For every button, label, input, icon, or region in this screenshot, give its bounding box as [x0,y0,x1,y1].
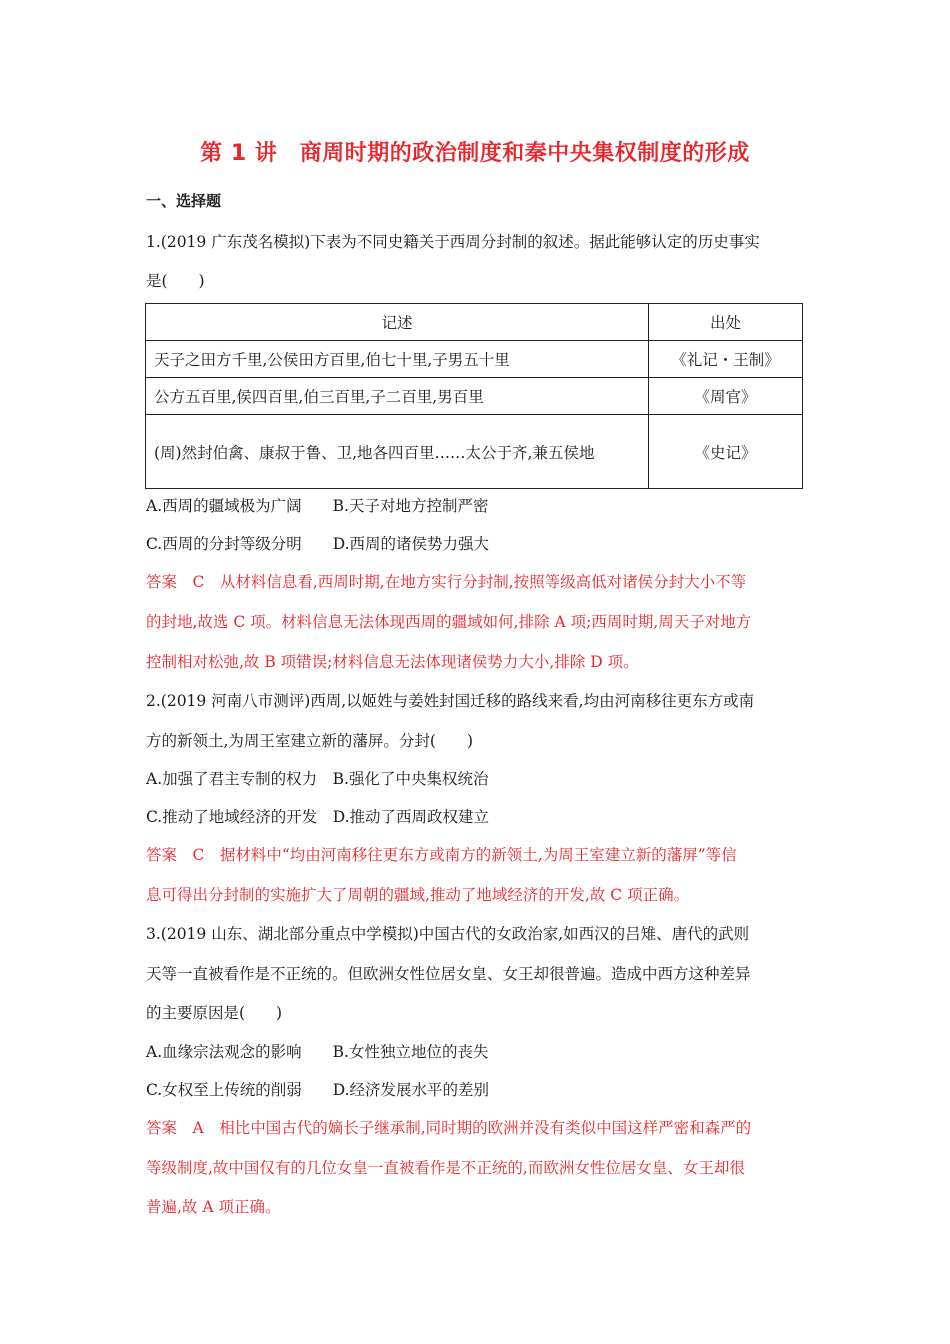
table-header-source: 出处 [649,304,803,341]
question-1-options-line-1: A.西周的疆域极为广阔 B.天子对地方控制严密 [146,497,489,515]
table-cell-record: 公方五百里,侯四百里,伯三百里,子二百里,男百里 [146,378,649,415]
section-heading: 一、选择题 [146,192,222,210]
table-cell-source: 《礼记・王制》 [649,341,803,378]
question-2-answer-line-2: 息可得出分封制的实施扩大了周朝的疆域,推动了地域经济的开发,故 C 项正确。 [146,886,690,904]
question-1-answer-line-3: 控制相对松弛,故 B 项错误;材料信息无法体现诸侯势力大小,排除 D 项。 [146,653,639,671]
lesson-title: 第 1 讲 商周时期的政治制度和秦中央集权制度的形成 [200,141,750,166]
table-cell-record: 天子之田方千里,公侯田方百里,伯七十里,子男五十里 [146,341,649,378]
table-header-record: 记述 [146,304,649,341]
table-row [146,378,803,415]
question-3-options-line-1: A.血缘宗法观念的影响 B.女性独立地位的丧失 [146,1043,489,1061]
table-row [146,341,803,378]
question-1-table [145,303,803,489]
question-3-options-line-2: C.女权至上传统的削弱 D.经济发展水平的差别 [146,1081,490,1099]
question-3-stem-line-1: 3.(2019 山东、湖北部分重点中学模拟)中国古代的女政治家,如西汉的吕雉、唐代的武则 [146,925,750,943]
question-3-answer-line-1: 答案 A 相比中国古代的嫡长子继承制,同时期的欧洲并没有类似中国这样严密和森严的 [146,1119,752,1137]
table-cell-record: (周)然封伯禽、康叔于鲁、卫,地各四百里……太公于齐,兼五侯地 [146,415,649,489]
question-1-options-line-2: C.西周的分封等级分明 D.西周的诸侯势力强大 [146,535,490,553]
question-1-stem-line-2: 是( ) [146,272,205,290]
question-3-answer-line-2: 等级制度,故中国仅有的几位女皇一直被看作是不正统的,而欧洲女性位居女皇、女王却很 [146,1159,745,1177]
table-header-row [146,304,803,341]
table-cell-source: 《周官》 [649,378,803,415]
question-2-answer-line-1: 答案 C 据材料中“均由河南移往更东方或南方的新领土,为周王室建立新的藩屏”等信 [146,846,737,864]
question-1-stem-line-1: 1.(2019 广东茂名模拟)下表为不同史籍关于西周分封制的叙述。据此能够认定的历史事实 [146,233,760,251]
question-1-answer-line-1: 答案 C 从材料信息看,西周时期,在地方实行分封制,按照等级高低对诸侯分封大小不等 [146,573,747,591]
table-row [146,415,803,489]
question-2-stem-line-1: 2.(2019 河南八市测评)西周,以姬姓与姜姓封国迁移的路线来看,均由河南移往更东方或南 [146,692,755,710]
question-2-stem-line-2: 方的新领土,为周王室建立新的藩屏。分封( ) [146,732,474,750]
question-3-stem-line-2: 天等一直被看作是不正统的。但欧洲女性位居女皇、女王却很普遍。造成中西方这种差异 [146,965,751,983]
question-3-stem-line-3: 的主要原因是( ) [146,1004,283,1022]
question-1-answer-line-2: 的封地,故选 C 项。材料信息无法体现西周的疆域如何,排除 A 项;西周时期,周天子对地方 [146,613,752,631]
table-cell-source: 《史记》 [649,415,803,489]
question-2-options-line-2: C.推动了地域经济的开发 D.推动了西周政权建立 [146,808,490,826]
question-2-options-line-1: A.加强了君主专制的权力 B.强化了中央集权统治 [146,770,489,788]
question-3-answer-line-3: 普遍,故 A 项正确。 [146,1198,281,1216]
